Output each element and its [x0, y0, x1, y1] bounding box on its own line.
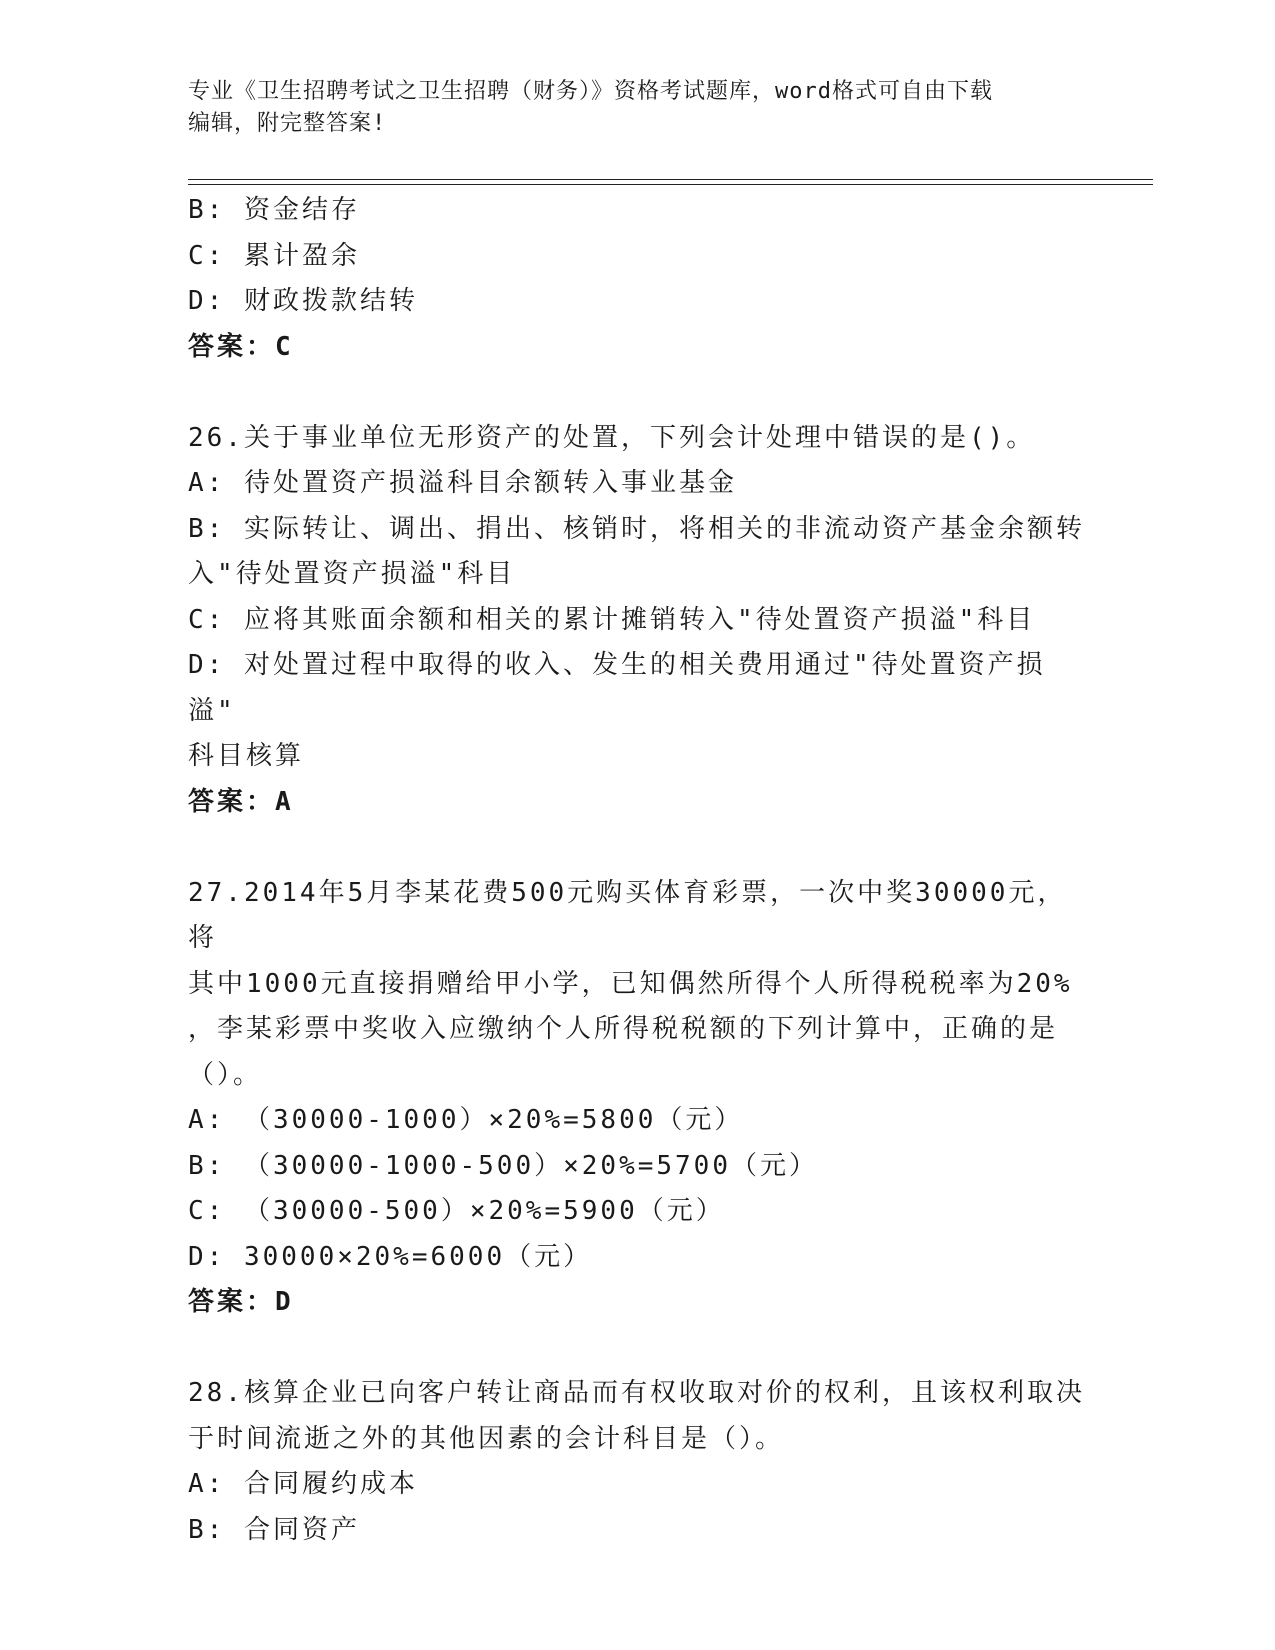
header-line-2: 编辑，附完整答案!: [188, 111, 387, 136]
option-a: A: （30000-1000）×20%=5800（元）: [188, 1105, 744, 1135]
question-stem-line-2: 其中1000元直接捐赠给甲小学，已知偶然所得个人所得税税率为20%: [188, 968, 1073, 999]
header-line-1: 专业《卫生招聘考试之卫生招聘（财务）》资格考试题库，word格式可自由下载: [188, 79, 993, 104]
option-b-line-2: 入"待处置资产损溢"科目: [188, 559, 516, 589]
option-d: D: 30000×20%=6000（元）: [188, 1241, 593, 1272]
question-28: [188, 1371, 1088, 1553]
option-a: A: 待处置资产损溢科目余额转入事业基金: [188, 468, 737, 498]
option-c: C: 应将其账面余额和相关的累计摊销转入"待处置资产损溢"科目: [188, 604, 1036, 635]
spacer: [188, 370, 1088, 416]
header-divider-top: [188, 179, 1153, 180]
option-d-line-2: 科目核算: [188, 741, 305, 771]
answer: 答案：D: [188, 1287, 294, 1317]
question-stem-line-1: 27.2014年5月李某花费500元购买体育彩票，一次中奖30000元，将: [188, 877, 1067, 953]
question-stem-line-4: （）。: [188, 1059, 263, 1090]
question-27: [188, 871, 1088, 1326]
answer: 答案：A: [188, 786, 294, 817]
answer: 答案：C: [188, 331, 294, 362]
question-26: [188, 416, 1088, 826]
question-stem-line-2: 于时间流逝之外的其他因素的会计科目是（）。: [188, 1423, 785, 1454]
option-b: B: 资金结存: [188, 195, 360, 225]
question-stem-line-3: ，李某彩票中奖收入应缴纳个人所得税税额的下列计算中，正确的是: [188, 1014, 1059, 1044]
option-b: B: （30000-1000-500）×20%=5700（元）: [188, 1150, 818, 1181]
option-d: D: 财政拨款结转: [188, 286, 418, 316]
spacer: [188, 1326, 1088, 1372]
spacer: [188, 825, 1088, 871]
option-b: B: 合同资产: [188, 1514, 360, 1545]
header-divider-bottom: [188, 184, 1153, 185]
question-list: [188, 188, 1088, 1553]
question-stem-line-1: 28.核算企业已向客户转让商品而有权收取对价的权利，且该权利取决: [188, 1378, 1085, 1408]
option-c: C: （30000-500）×20%=5900（元）: [188, 1196, 725, 1226]
option-a: A: 合同履约成本: [188, 1469, 418, 1499]
page-header: [188, 76, 1088, 140]
option-b-line-1: B: 实际转让、调出、捐出、核销时，将相关的非流动资产基金余额转: [188, 513, 1085, 544]
option-d-line-1: D: 对处置过程中取得的收入、发生的相关费用通过"待处置资产损溢": [188, 650, 1046, 726]
question-25-tail: [188, 188, 1088, 370]
question-stem: 26.关于事业单位无形资产的处置，下列会计处理中错误的是()。: [188, 422, 1036, 453]
option-c: C: 累计盈余: [188, 240, 360, 271]
